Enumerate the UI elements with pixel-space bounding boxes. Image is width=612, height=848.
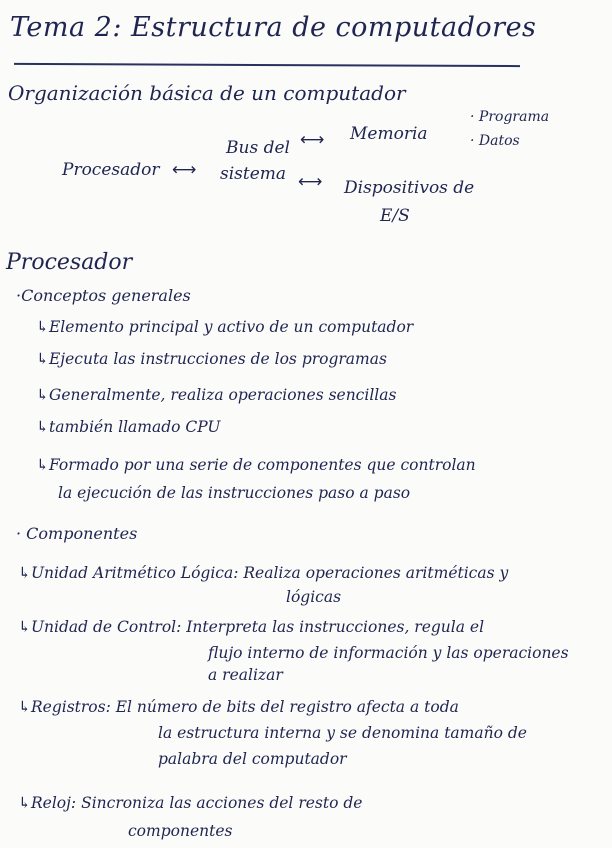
concepto-item: ↳Formado por una serie de componentes que controlan xyxy=(36,456,476,474)
componente-item-uc: ↳Unidad de Control: Interpreta las instrucciones, regula el xyxy=(18,618,485,636)
arrow-bus-dispositivos: ⟷ xyxy=(298,172,323,192)
organizacion-heading: Organización básica de un computador xyxy=(8,81,406,105)
memoria-item-datos: · Datos xyxy=(470,133,520,149)
componente-item-reloj: ↳Reloj: Sincroniza las acciones del resto de xyxy=(18,794,363,812)
componentes-heading: · Componentes xyxy=(16,524,138,543)
diagram-dispositivos-line1: Dispositivos de xyxy=(344,178,475,198)
page-title: Tema 2: Estructura de computadores xyxy=(10,12,537,43)
componente-item-registros-continuation: palabra del computador xyxy=(158,750,347,768)
diagram-bus-line1: Bus del xyxy=(226,138,290,158)
componente-item-reloj-continuation: componentes xyxy=(128,822,233,840)
diagram-dispositivos-line2: E/S xyxy=(380,206,410,226)
componente-item-uc-continuation: a realizar xyxy=(208,666,283,684)
concepto-item-continuation: la ejecución de las instrucciones paso a paso xyxy=(58,484,411,502)
componente-item-registros-continuation: la estructura interna y se denomina tamaño de xyxy=(158,724,527,742)
memoria-item-programa: · Programa xyxy=(470,109,550,125)
componente-item-registros: ↳Registros: El número de bits del registro afecta a toda xyxy=(18,698,459,716)
arrow-procesador-bus: ⟷ xyxy=(172,160,197,180)
concepto-item: ↳Ejecuta las instrucciones de los programas xyxy=(36,350,387,368)
diagram-bus-line2: sistema xyxy=(220,164,287,184)
arrow-bus-memoria: ⟷ xyxy=(300,130,325,150)
componente-item-alu-continuation: lógicas xyxy=(286,588,342,606)
concepto-item: ↳Elemento principal y activo de un computador xyxy=(36,318,414,336)
diagram-memoria: Memoria xyxy=(350,124,428,144)
conceptos-heading: ·Conceptos generales xyxy=(16,286,191,305)
diagram-procesador: Procesador xyxy=(62,160,160,180)
componente-item-uc-continuation: flujo interno de información y las operaciones xyxy=(208,644,569,662)
procesador-heading: Procesador xyxy=(6,250,133,275)
componente-item-alu: ↳Unidad Aritmético Lógica: Realiza operaciones aritméticas y xyxy=(18,564,509,582)
title-underline xyxy=(14,63,520,67)
concepto-item: ↳Generalmente, realiza operaciones sencillas xyxy=(36,386,397,404)
concepto-item: ↳también llamado CPU xyxy=(36,418,221,436)
